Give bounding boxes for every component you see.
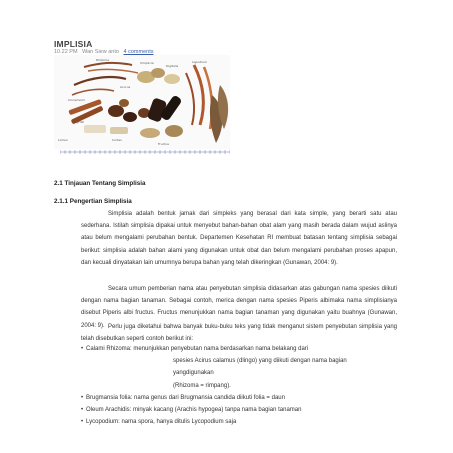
list-item-continuation: (Rhizoma = rimpang). [173,382,231,389]
figure-label: Ligustrum [192,60,208,64]
paragraph-text: Simplisia adalah bentuk jamak dari simpleks yang berasal dari kata simple, yang berarti satu atau sederhana. Istilah simplisia dipakai untuk menyebut bahan-bahan obat alam yang masih berada dalam wujud aslinya atau belum mengalami perubahan bentuk. Departemen Kesehatan RI membuat batasan tentang simplisia sebagai berikut: simplisia adalah bahan alami yang digunakan untuk obat dan belum mengalami perubahan proses apapun, dan kecuali dinyatakan lain umumnya berupa bahan yang telah dikeringkan (Gunawan, 2004: 9). [81,211,397,266]
figure-label: Digitalis [166,64,179,68]
figure-label: Rhizoma [96,58,109,62]
figure-label: Acorus [120,85,131,89]
list-item-continuation: spesies Acirus calamus (dlingo) yang diikuti dengan nama bagian [173,358,347,365]
simplisia-photo [54,55,230,149]
simplisia-photo-drawing [54,55,230,149]
figure-label: Cinnamomi [68,98,86,102]
figure-label: Cortex [112,138,122,142]
comments-link[interactable]: 4 comments [123,49,154,55]
list-item: • Brugmansia folia: nama genus dari Brugmansia candida diikuti folia = daun [81,394,285,401]
list-item-continuation: yangdigunakan [173,370,214,377]
subsection-heading: 2.1.1 Pengertian Simplisia [54,198,132,205]
list-item: • Oleum Arachidis: minyak kacang (Arachis hypogea) tanpa nama bagian tanaman [81,407,302,414]
paragraph-text: Perlu juga diketahui bahwa banyak buku-buku teks yang tidak menganut sistem penyebutan simplisia yang telah disebutkan seperti contoh berikut ini: [81,324,397,343]
post-title: IMPLISIA [54,39,93,49]
list-item: • Lycopodium: nama spora, hanya ditulis Lycopodium saja [81,419,237,426]
section-heading: 2.1 Tinjauan Tentang Simplisia [54,180,146,187]
paragraph-exceptions [81,321,397,345]
paragraph-definition [81,208,397,269]
figure-label: Lichen [58,138,68,142]
ruler-scale [60,150,230,155]
figure-label: Myrtilli [74,120,85,124]
figure-label: Fructus [158,142,169,146]
paragraph-text: Secara umum pemberian nama atau penyebutan simplisia didasarkan atas gabungan nama spesies diikuti dengan nama bagian tanaman. Sebagai contoh, merica dengan nama spesies Piperis albimaka nama simplisianya disebut Piperis albi fructus. Fructus menunjukkan nama bagian tanaman yang digunakan yaitu buahnya (Gunawan, 2004: 9). [81,286,397,329]
list-item: • Calami Rhizoma: menunjukkan penyebutan nama berdasarkan nama belakang dari [81,346,309,352]
post-time: 10.22 PM [54,49,78,55]
figure-label: Simplicia [140,61,154,65]
exceptions-list [81,343,401,428]
post-author: Wan Siew anto [82,49,119,55]
